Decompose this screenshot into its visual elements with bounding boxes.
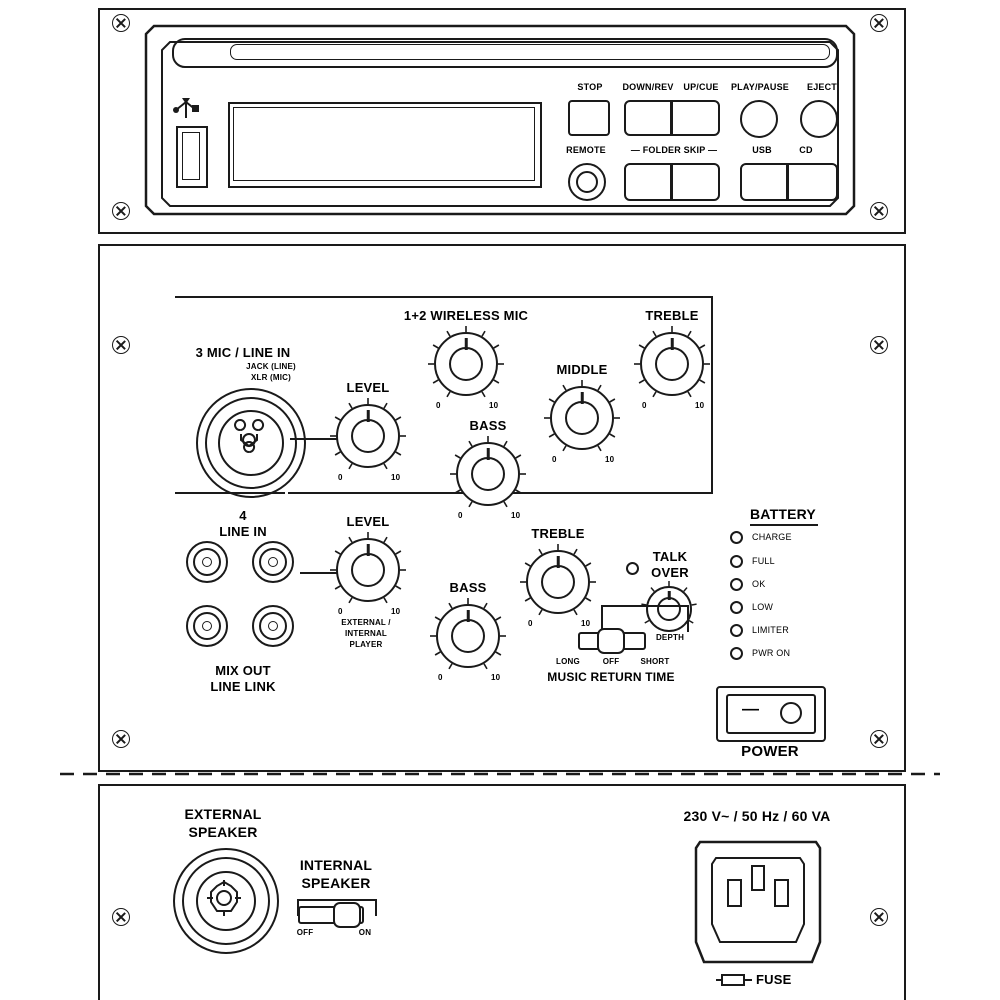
screw: [870, 908, 888, 926]
label-folder-skip: — FOLDER SKIP —: [630, 145, 718, 155]
label-full: FULL: [752, 556, 775, 566]
screw: [870, 336, 888, 354]
middle-min: 0: [552, 455, 557, 464]
label-xlr-mic: XLR (MIC): [250, 373, 292, 382]
remote-sensor-inner: [576, 171, 598, 193]
label-internal-speaker-1: INTERNAL: [299, 857, 373, 873]
label-internal: INTERNAL: [344, 629, 388, 638]
rca-jack-right-out[interactable]: [252, 605, 294, 647]
label-down-rev: DOWN/REV: [622, 82, 674, 92]
bass-top-min: 0: [458, 511, 463, 520]
divider: [175, 296, 713, 298]
label-cd: CD: [799, 145, 813, 155]
screw: [112, 730, 130, 748]
label-level-mic: LEVEL: [346, 380, 390, 395]
power-on-mark-circle: [780, 702, 802, 724]
usb-source-button[interactable]: [740, 163, 788, 201]
label-speaker-on: ON: [358, 928, 372, 937]
middle-scale: [540, 376, 624, 460]
label-over: OVER: [651, 565, 689, 580]
label-treble-bottom: TREBLE: [531, 526, 585, 541]
label-external-speaker-2: SPEAKER: [188, 824, 258, 840]
internal-speaker-switch-knob[interactable]: [333, 902, 361, 928]
power-switch-rocker[interactable]: [726, 694, 816, 734]
label-mic-line-in: 3 MIC / LINE IN: [195, 345, 291, 360]
bass-bottom-scale: [426, 594, 510, 678]
level-line-max: 10: [391, 607, 401, 616]
bass-top-max: 10: [511, 511, 521, 520]
screw: [112, 336, 130, 354]
label-mains-rating: 230 V~ / 50 Hz / 60 VA: [683, 808, 831, 824]
usb-icon: [172, 96, 202, 122]
label-middle: MIDDLE: [556, 362, 608, 377]
down-rev-button[interactable]: [624, 100, 672, 136]
label-play-pause: PLAY/PAUSE: [730, 82, 790, 92]
play-pause-button[interactable]: [740, 100, 778, 138]
label-external-speaker-1: EXTERNAL: [184, 806, 262, 822]
bass-bottom-max: 10: [491, 673, 501, 682]
label-stop: STOP: [577, 82, 603, 92]
talk-over-led: [626, 562, 639, 575]
middle-max: 10: [605, 455, 615, 464]
bass-bottom-min: 0: [438, 673, 443, 682]
level-mic-min: 0: [338, 473, 343, 482]
led-charge: [730, 531, 743, 544]
power-off-mark: —: [742, 699, 760, 718]
rca-jack-left-out[interactable]: [186, 605, 228, 647]
music-return-switch-knob[interactable]: [597, 628, 625, 654]
label-wireless-mic: 1+2 WIRELESS MIC: [403, 308, 529, 323]
treble-bottom-min: 0: [528, 619, 533, 628]
up-cue-button[interactable]: [672, 100, 720, 136]
label-player: PLAYER: [349, 640, 383, 649]
usb-port-inner: [182, 132, 200, 180]
treble-top-max: 10: [695, 401, 705, 410]
led-low: [730, 601, 743, 614]
cd-display-screen: [233, 107, 535, 181]
screw: [112, 202, 130, 220]
treble-bottom-max: 10: [581, 619, 591, 628]
rca-jack-left-in[interactable]: [186, 541, 228, 583]
folder-skip-down-button[interactable]: [624, 163, 672, 201]
label-music-return-time: MUSIC RETURN TIME: [547, 670, 675, 684]
label-pwr-on: PWR ON: [752, 648, 791, 658]
label-eject: EJECT: [806, 82, 838, 92]
treble-top-min: 0: [642, 401, 647, 410]
label-talk: TALK: [652, 549, 688, 564]
label-usb: USB: [752, 145, 772, 155]
label-line-in-number: 4: [239, 508, 247, 523]
label-charge: CHARGE: [752, 532, 792, 542]
label-long: LONG: [556, 657, 580, 666]
screw: [112, 14, 130, 32]
eject-button[interactable]: [800, 100, 838, 138]
wireless-mic-min: 0: [436, 401, 441, 410]
label-depth: DEPTH: [655, 633, 685, 642]
label-ok: OK: [752, 579, 766, 589]
treble-top-scale: [630, 322, 714, 406]
cd-slot-inner: [230, 44, 830, 60]
screw: [870, 730, 888, 748]
label-bass-top: BASS: [469, 418, 507, 433]
label-low: LOW: [752, 602, 774, 612]
stop-button[interactable]: [568, 100, 610, 136]
screw: [112, 908, 130, 926]
screw: [870, 202, 888, 220]
label-internal-speaker-2: SPEAKER: [301, 875, 371, 891]
iec-inlet[interactable]: [692, 838, 824, 966]
cd-source-button[interactable]: [788, 163, 838, 201]
battery-underline: [750, 524, 818, 526]
level-mic-scale: [326, 394, 410, 478]
level-mic-max: 10: [391, 473, 401, 482]
wireless-mic-max: 10: [489, 401, 499, 410]
label-power: POWER: [741, 743, 799, 760]
folder-skip-up-button[interactable]: [672, 163, 720, 201]
led-ok: [730, 578, 743, 591]
label-limiter: LIMITER: [752, 625, 789, 635]
led-pwr-on: [730, 647, 743, 660]
label-short: SHORT: [640, 657, 670, 666]
speakon-keyway-icon: [203, 878, 245, 920]
label-speaker-off: OFF: [296, 928, 314, 937]
bass-top-scale: [446, 432, 530, 516]
treble-bottom-scale: [516, 540, 600, 624]
label-treble-top: TREBLE: [645, 308, 699, 323]
fuse-icon: [716, 972, 752, 988]
label-bass-bottom: BASS: [449, 580, 487, 595]
xlr-pins-icon: [226, 418, 272, 464]
label-up-cue: UP/CUE: [683, 82, 719, 92]
led-limiter: [730, 624, 743, 637]
label-remote: REMOTE: [566, 145, 606, 155]
label-external: EXTERNAL /: [341, 618, 391, 627]
label-line-in: LINE IN: [219, 524, 267, 539]
label-battery: BATTERY: [750, 506, 816, 522]
label-line-link: LINE LINK: [210, 679, 276, 694]
led-full: [730, 555, 743, 568]
rca-jack-right-in[interactable]: [252, 541, 294, 583]
label-fuse: FUSE: [756, 972, 792, 987]
label-jack-line: JACK (LINE): [246, 362, 296, 371]
wireless-mic-scale: [424, 322, 508, 406]
label-mix-out: MIX OUT: [215, 663, 271, 678]
label-level-line: LEVEL: [346, 514, 390, 529]
level-line-min: 0: [338, 607, 343, 616]
cut-line: [60, 772, 940, 776]
level-line-scale: [326, 528, 410, 612]
screw: [870, 14, 888, 32]
label-off: OFF: [602, 657, 620, 666]
